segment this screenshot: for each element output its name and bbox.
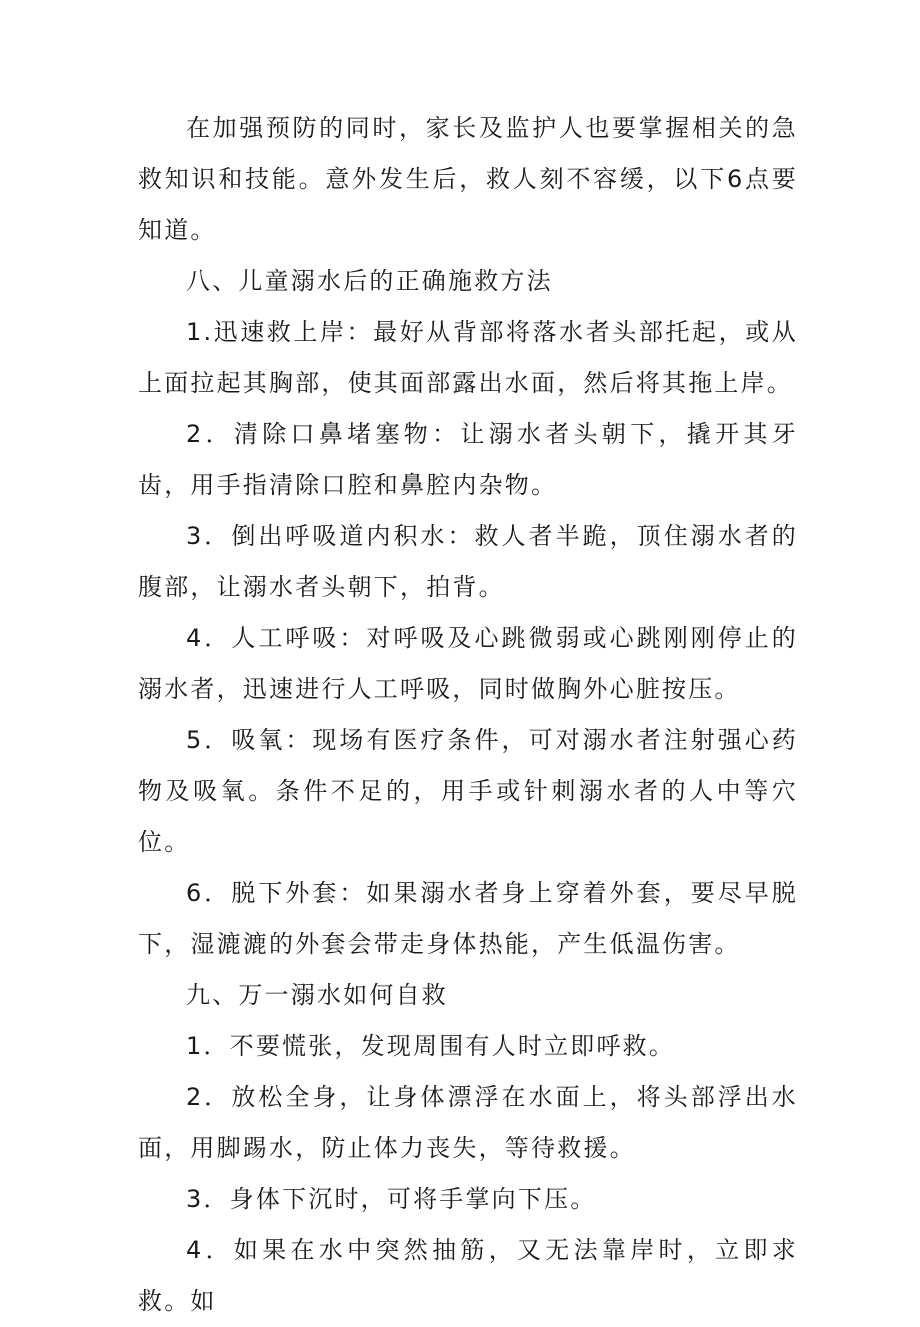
list-item: 6．脱下外套：如果溺水者身上穿着外套，要尽早脱下，湿漉漉的外套会带走身体热能，产生低温伤害。 — [138, 879, 798, 958]
section-heading-self-rescue: 九、万一溺水如何自救 — [186, 981, 448, 1009]
list-item: 4．人工呼吸：对呼吸及心跳微弱或心跳刚刚停止的溺水者，迅速进行人工呼吸，同时做胸外心脏按压。 — [138, 624, 798, 703]
list-item: 4．如果在水中突然抽筋，又无法靠岸时，立即求救。如 — [138, 1236, 798, 1315]
list-item: 3．身体下沉时，可将手掌向下压。 — [186, 1185, 597, 1213]
list-item: 1.迅速救上岸：最好从背部将落水者头部托起，或从上面拉起其胸部，使其面部露出水面，然后将其拖上岸。 — [138, 318, 798, 397]
section-heading-rescue-methods: 八、儿童溺水后的正确施救方法 — [186, 267, 553, 295]
list-item: 2．放松全身，让身体漂浮在水面上，将头部浮出水面，用脚踢水，防止体力丧失，等待救援。 — [138, 1083, 798, 1162]
list-item: 3．倒出呼吸道内积水：救人者半跪，顶住溺水者的腹部，让溺水者头朝下，拍背。 — [138, 522, 798, 601]
list-item: 1．不要慌张，发现周围有人时立即呼救。 — [186, 1032, 676, 1060]
intro-paragraph: 在加强预防的同时，家长及监护人也要掌握相关的急救知识和技能。意外发生后，救人刻不容缓，以下6点要知道。 — [138, 114, 798, 244]
list-item: 5．吸氧：现场有医疗条件，可对溺水者注射强心药物及吸氧。条件不足的，用手或针刺溺水者的人中等穴位。 — [138, 726, 798, 856]
list-item: 2．清除口鼻堵塞物：让溺水者头朝下，撬开其牙齿，用手指清除口腔和鼻腔内杂物。 — [138, 420, 798, 499]
document-body — [138, 103, 798, 1327]
